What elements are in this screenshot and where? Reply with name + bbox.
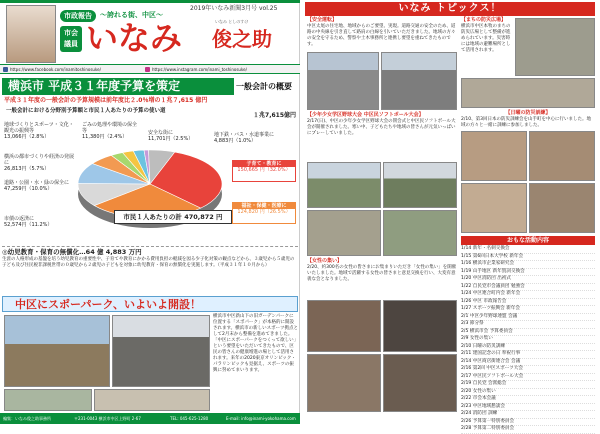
activity-item: 2/5 横浜市会 予算委員会 bbox=[461, 329, 595, 337]
softball-photo-3 bbox=[307, 210, 381, 256]
disaster-photo-2 bbox=[461, 78, 595, 108]
sports-park-photo-4 bbox=[94, 389, 210, 411]
activity-item: 2/23 中区地域懇談会 bbox=[461, 404, 595, 412]
chart-title: 一般会計における分野別予算額と市民１人あたりの予算の使い道 bbox=[6, 108, 166, 114]
women-text: 2/20、約300名の女性の皆さまにお集まりいただき「女性の集い」を開催いたしました。地域で活躍する女性の皆さまと意見交換を行い、大変有意義な会となりました。 bbox=[307, 265, 457, 282]
softball-text: 2/17(日)、中区の少年少女学区野球大会の閉会式と中区民ソフトボール大会が開催されました。寒い中、子どもたちや地域の皆さんが元気いっぱいにプレーしていました。 bbox=[307, 119, 456, 136]
footer-email: E-mail: info@inami-yokohama.com bbox=[226, 416, 296, 421]
safety-photo-1 bbox=[307, 52, 379, 110]
sports-park-title: 中区にスポーパーク、いよいよ開設！ bbox=[2, 296, 298, 312]
activity-item: 2/19 自民党 会派総会 bbox=[461, 381, 595, 389]
activity-item: 2/10 日曜の防災訓練 bbox=[461, 344, 595, 352]
softball-photo-2 bbox=[383, 162, 457, 208]
activity-item: 2/22 市会本会議 bbox=[461, 396, 595, 404]
instagram-link[interactable]: https://www.instagram.com/inami_toshinosuke/ bbox=[152, 67, 247, 72]
safety-text: 中区太尾の住宅地、地域からのご要望、実現。道路交通の安全のため、道路の中央線を引き直して路肩の白線を引いていただきました。地域の方々の安全を守るため、警察や土木事務所と連携し要望を重ねてきたものです。 bbox=[307, 24, 456, 47]
disaster-text: 横浜市中区本牧のまちの防災広場として整備が進められています。災害時には地域の避難場所として活用されます。 bbox=[461, 24, 511, 53]
activity-item: 1/20 中区消防団 出初式 bbox=[461, 276, 595, 284]
sunday-text: 2/10、第3回日本の防災訓練会を山手町を中心に行いました。地域の方々と一緒に訓練に参加しました。 bbox=[461, 117, 591, 128]
activity-item: 2/16 第2回 中区スポーツ大会 bbox=[461, 366, 595, 374]
name-family: いなみ bbox=[86, 19, 183, 57]
activity-item: 1/19 山手地区 新年賀詞交換会 bbox=[461, 269, 595, 277]
activity-item: 2/11 建国記念の日 奉祝行事 bbox=[461, 351, 595, 359]
sports-park-photo-2 bbox=[112, 315, 210, 387]
left-page bbox=[0, 0, 300, 424]
assembly-badge-line2: 議員 bbox=[64, 40, 78, 48]
callout-childcare: 子育て・教育に 150,665 円（32.0%） bbox=[232, 160, 296, 182]
facebook-link[interactable]: https://www.facebook.com/inamitoshinosuke/ bbox=[10, 67, 101, 72]
activity-item: 2/28 予算第二特別委員会 bbox=[461, 426, 595, 434]
footer-editor: 編集：いなみ俊之助事務所 bbox=[3, 416, 51, 421]
activity-item: 1/14 新年・名刺交換会 bbox=[461, 246, 595, 254]
budget-headline-sub: 一般会計の概要 bbox=[236, 82, 292, 91]
segment-label-roads: 道路・公園・水・緑の保全に 47,259円（10.0%） bbox=[4, 180, 70, 192]
activity-item: 2/1 中区少年野球連盟 会議 bbox=[461, 314, 595, 322]
segment-label-transport: 地下鉄・バス・水道事業に 4,883円（1.0%） bbox=[214, 132, 275, 144]
right-page bbox=[301, 0, 600, 431]
activity-item: 2/9 女性の集い bbox=[461, 336, 595, 344]
activity-item: 2/20 女性の集い bbox=[461, 389, 595, 397]
activity-list bbox=[461, 246, 595, 431]
politician-photo bbox=[6, 5, 56, 63]
topics-banner: いなみ トピックス！ bbox=[305, 2, 595, 16]
budget-total: １兆7,615億円 bbox=[253, 112, 296, 119]
women-photo-1 bbox=[307, 300, 381, 352]
per-capita-box: 市民１人あたりの計 470,872 円 bbox=[114, 210, 232, 224]
footer-address: 〒231-0043 横浜市中区上野町 2-67 bbox=[74, 416, 141, 421]
name-given: 俊之助 bbox=[212, 27, 272, 51]
name-reading: いなみ としのすけ bbox=[215, 19, 249, 24]
softball-photo-1 bbox=[307, 162, 381, 208]
header-top-bar bbox=[0, 0, 300, 3]
women-photo-3 bbox=[307, 354, 381, 412]
activity-item: 2/26 予算第一特別委員会 bbox=[461, 419, 595, 427]
activity-item: 2/24 消防団 訓練 bbox=[461, 411, 595, 419]
social-bar bbox=[0, 64, 300, 74]
assembly-badge bbox=[60, 26, 82, 52]
sports-park-text: 横浜市中区新山下の旧ガーデンパークに位置する「スポパーク」が本格的に開設されます。横浜市の新しいスポーツ拠点として2月末から整備を進めてきました。「中区にスポーパークをつくって欲しい」という要望をいただいてきたもので、区民の皆さんの健康増進の場として活用されます。来年の2020東京オリンピック・パラリンピックも見据え、スポーツの振興に努めてまいります。 bbox=[213, 314, 298, 373]
softball-title: 【少年少女学区野球大会 中区民ソフトボール大会】 bbox=[307, 112, 424, 118]
sunday-photo-4 bbox=[529, 183, 595, 233]
activity-item: 1/24 中区連合町内会 新年会 bbox=[461, 291, 595, 299]
sports-park-photo-3 bbox=[4, 389, 92, 411]
free-childcare-box bbox=[2, 246, 298, 294]
sports-park-photo-1 bbox=[4, 315, 110, 387]
activity-item: 1/26 中区 市政報告会 bbox=[461, 299, 595, 307]
footer bbox=[0, 413, 300, 424]
safety-title: 【安全運転】 bbox=[307, 17, 338, 23]
activity-item: 2/17 中区民ソフトボール大会 bbox=[461, 374, 595, 382]
sunday-title: 【日曜の防災訓練】 bbox=[505, 110, 551, 116]
disaster-photo-1 bbox=[515, 18, 595, 76]
activity-header: おもな活動内容 bbox=[461, 236, 595, 245]
sunday-photo-1 bbox=[461, 131, 527, 181]
segment-label-city: 横浜の都市づくりや経済の発展に 26,813円（5.7%） bbox=[4, 154, 75, 172]
women-photo-4 bbox=[383, 354, 457, 412]
women-title: 【女性の集い】 bbox=[307, 258, 343, 264]
callout-welfare: 福祉・保健・医療に 124,820 円（26.5%） bbox=[232, 202, 296, 224]
budget-headline-bar: 横浜市 平成３１年度予算を策定 bbox=[2, 78, 234, 95]
report-badge: 市政報告 bbox=[60, 10, 96, 22]
budget-subline: 平成３１年度の一般会計の予算規模は前年度比２.0％増の１兆７,615 億円 bbox=[4, 97, 208, 104]
activity-item: 1/22 自民党市会議員団 勉強会 bbox=[461, 284, 595, 292]
activity-item: 2/14 中区商店街連合会 会議 bbox=[461, 359, 595, 367]
issue-label: 2019年いなみ新聞3月号 vol.25 bbox=[190, 5, 278, 12]
segment-label-environment: ごみの処理や環境の保全等 11,380円（2.4%） bbox=[82, 122, 138, 140]
sunday-photo-3 bbox=[461, 183, 527, 233]
segment-label-debt: 市債の返済に 52,574円（11.2%） bbox=[4, 216, 53, 228]
facebook-icon bbox=[3, 67, 8, 72]
sunday-photo-2 bbox=[529, 131, 595, 181]
free-childcare-title: ◎幼児教育・保育の無償化…64 億 4,883 万円 bbox=[2, 248, 142, 256]
activity-item: 1/15 第6回日本大学校 新年会 bbox=[461, 254, 595, 262]
segment-label-safety: 安全な街に 11,701円（2.5%） bbox=[148, 130, 194, 142]
free-childcare-text: 生涯の人格形成の基盤を培う幼児教育の重要性や、子育てや教育にかかる費用負担の軽減を図る少子化対策の観点などから、３歳児から５歳児の子ども及び住民税非課税世帯の０歳児から２歳児の子どもを対象に幼児教育・保育の無償化を実施します。（平成３１年１０月から） bbox=[2, 257, 295, 268]
women-photo-2 bbox=[383, 300, 457, 352]
disaster-title: 【まちの防災広場】 bbox=[461, 17, 507, 23]
activity-item: 1/27 スポーツ振興会 新年会 bbox=[461, 306, 595, 314]
safety-photo-2 bbox=[381, 52, 457, 110]
activity-item: 2/3 節分祭 bbox=[461, 321, 595, 329]
softball-photo-4 bbox=[383, 210, 457, 256]
instagram-icon bbox=[145, 67, 150, 72]
footer-tel: TEL: 045-625-1280 bbox=[170, 416, 209, 421]
slogan: ～誇れる街、中区～ bbox=[100, 11, 163, 19]
chart-area bbox=[2, 118, 298, 246]
segment-label-culture: 地球づくりとスポーツ・文化・観光の振興等 13,066円（2.8%） bbox=[4, 122, 74, 140]
activity-item: 1/16 横浜市企業家研究会 bbox=[461, 261, 595, 269]
assembly-badge-line1: 市会 bbox=[64, 29, 78, 37]
